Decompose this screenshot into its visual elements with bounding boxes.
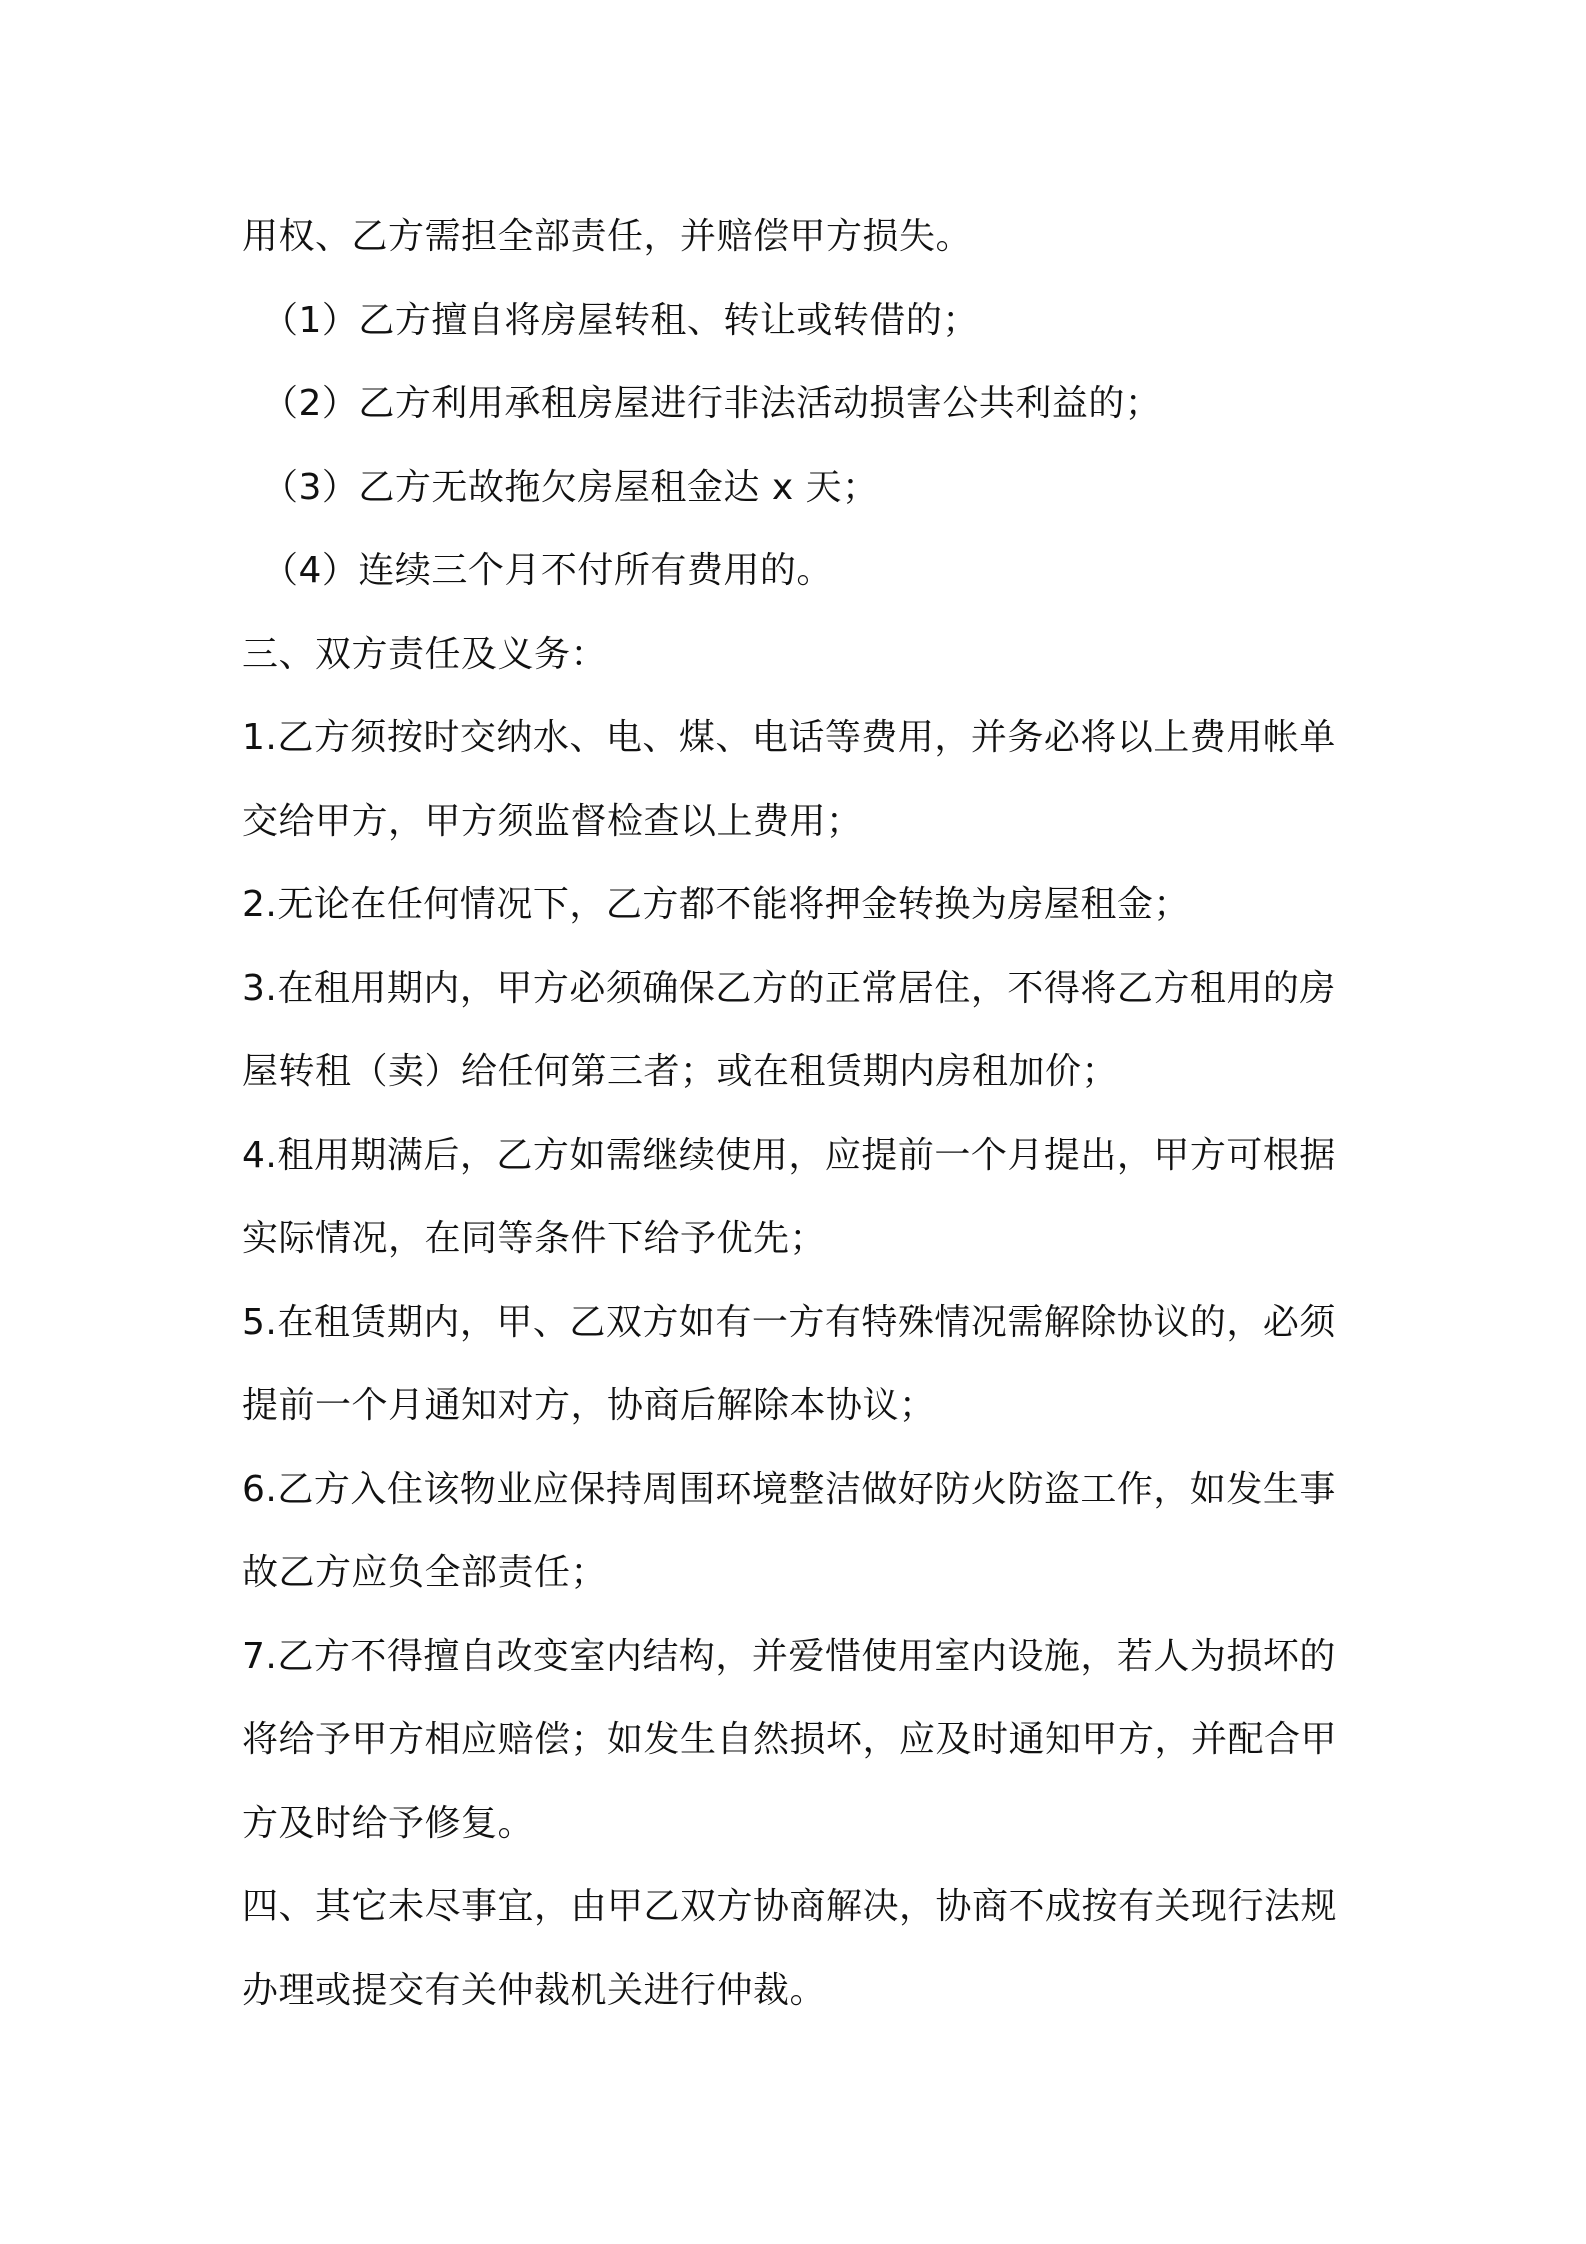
clause-item-3: （3）乙方无故拖欠房屋租金达 x 天；	[262, 466, 879, 508]
text-line: 办理或提交有关仲裁机关进行仲裁。	[242, 1969, 827, 2011]
text-line: 7.乙方不得擅自改变室内结构，并爱惜使用室内设施，若人为损坏的	[242, 1635, 1336, 1677]
text-line: 4.租用期满后，乙方如需继续使用，应提前一个月提出，甲方可根据	[242, 1134, 1336, 1176]
text-line: 方及时给予修复。	[242, 1802, 535, 1844]
text-line: 5.在租赁期内，甲、乙双方如有一方有特殊情况需解除协议的，必须	[242, 1301, 1336, 1343]
text-line: 提前一个月通知对方，协商后解除本协议；	[242, 1385, 936, 1426]
text-line: 交给甲方，甲方须监督检查以上费用；	[242, 800, 863, 842]
clause-item-2: （2）乙方利用承租房屋进行非法活动损害公共利益的；	[262, 383, 1162, 424]
text-line: 6.乙方入住该物业应保持周围环境整洁做好防火防盗工作，如发生事	[242, 1468, 1336, 1510]
clause-item-1: （1）乙方擅自将房屋转租、转让或转借的；	[262, 299, 979, 341]
text-line: 2.无论在任何情况下，乙方都不能将押金转换为房屋租金；	[242, 884, 1190, 925]
section-heading-3: 三、双方责任及义务：	[242, 633, 608, 675]
text-line: 1.乙方须按时交纳水、电、煤、电话等费用，并务必将以上费用帐单	[242, 717, 1336, 758]
clause-item-4: （4）连续三个月不付所有费用的。	[262, 550, 833, 591]
contract-text	[242, 195, 1362, 2032]
text-line: 用权、乙方需担全部责任，并赔偿甲方损失。	[242, 216, 973, 257]
text-line: 将给予甲方相应赔偿；如发生自然损坏，应及时通知甲方，并配合甲	[242, 1719, 1338, 1760]
text-line: 3.在租用期内，甲方必须确保乙方的正常居住，不得将乙方租用的房	[242, 967, 1336, 1009]
text-line: 实际情况，在同等条件下给予优先；	[242, 1218, 827, 1259]
text-line: 屋转租（卖）给任何第三者；或在租赁期内房租加价；	[242, 1051, 1119, 1092]
section-heading-4: 四、其它未尽事宜，由甲乙双方协商解决，协商不成按有关现行法规	[242, 1886, 1338, 1927]
text-line: 故乙方应负全部责任；	[242, 1552, 608, 1593]
